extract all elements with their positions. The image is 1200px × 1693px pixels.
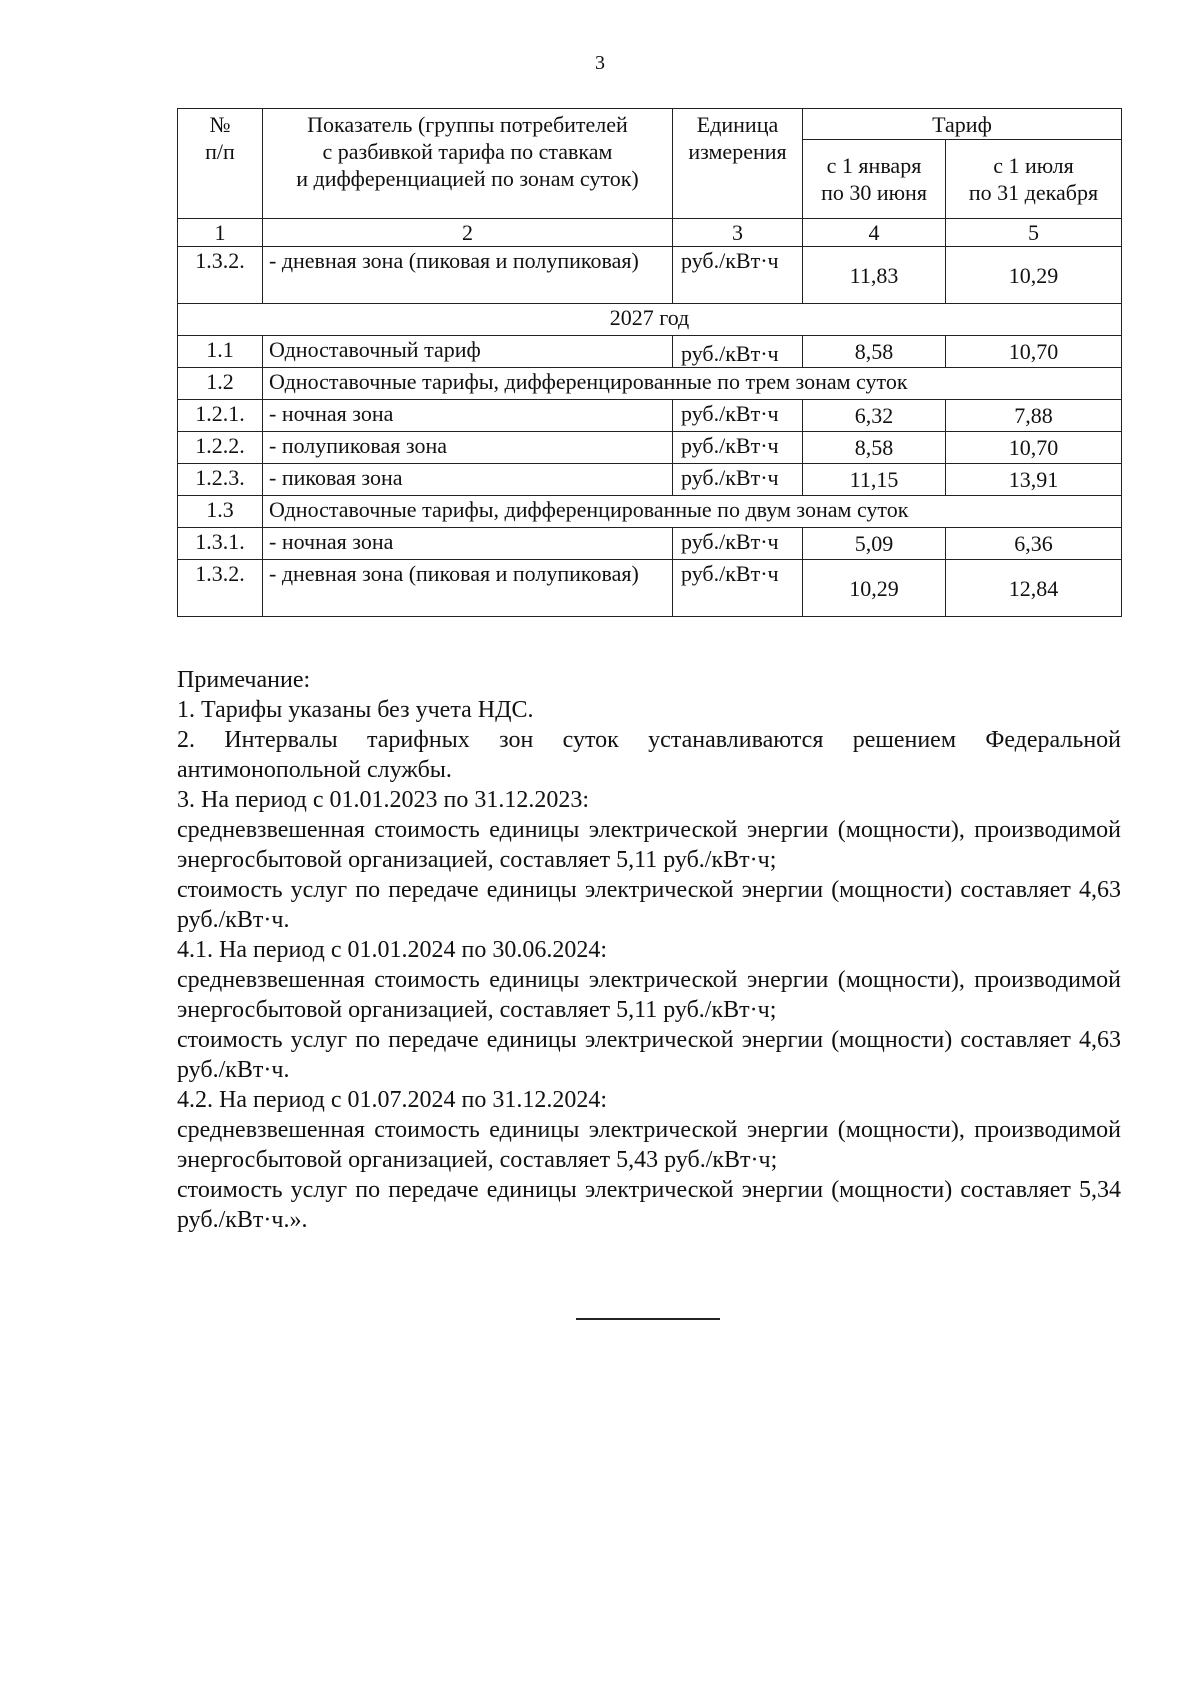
row-value-2: 13,91 xyxy=(946,464,1122,496)
row-unit: руб./кВт·ч xyxy=(673,560,803,617)
page-number: 3 xyxy=(595,52,605,74)
row-value-1: 8,58 xyxy=(803,336,946,368)
header-unit-text: Единица измерения xyxy=(688,112,787,164)
table-row xyxy=(178,400,1122,432)
note-3-average-cost: средневзвешенная стоимость единицы электрической энергии (мощности), производимой энергосбытовой организацией, составляет 5,11 руб./кВт·ч; xyxy=(177,817,1121,873)
row-num: 1.3.2. xyxy=(178,247,263,304)
header-indicator xyxy=(263,109,673,219)
section-row xyxy=(178,368,1122,400)
row-value-1: 8,58 xyxy=(803,432,946,464)
row-value-1: 11,15 xyxy=(803,464,946,496)
row-unit: руб./кВт·ч xyxy=(673,247,803,304)
row-num: 1.3.2. xyxy=(178,560,263,617)
row-name: - дневная зона (пиковая и полупиковая) xyxy=(263,247,673,304)
row-unit: руб./кВт·ч xyxy=(673,432,803,464)
note-2: 2. Интервалы тарифных зон суток устанавливаются решением Федеральной антимонопольной службы. xyxy=(177,727,1121,783)
table-row xyxy=(178,336,1122,368)
column-index: 5 xyxy=(946,219,1122,247)
column-index: 3 xyxy=(673,219,803,247)
note-4-2-transfer-cost: стоимость услуг по передаче единицы электрической энергии (мощности) составляет 5,34 руб./кВт·ч.». xyxy=(177,1177,1121,1233)
header-period-2-text: с 1 июля по 31 декабря xyxy=(968,153,1099,205)
table-row xyxy=(178,528,1122,560)
row-num: 1.2 xyxy=(178,368,263,400)
row-name: - полупиковая зона xyxy=(263,432,673,464)
note-3-title: 3. На период с 01.01.2023 по 31.12.2023: xyxy=(177,787,590,813)
year-row xyxy=(178,304,1122,336)
table-row xyxy=(178,464,1122,496)
row-value-2: 7,88 xyxy=(946,400,1122,432)
header-period-1 xyxy=(803,140,946,219)
column-index: 4 xyxy=(803,219,946,247)
row-value-2: 10,29 xyxy=(946,247,1122,304)
section-title: Одноставочные тарифы, дифференцированные по двум зонам суток xyxy=(263,496,1122,528)
row-num: 1.3.1. xyxy=(178,528,263,560)
row-value-2: 10,70 xyxy=(946,336,1122,368)
row-unit: руб./кВт·ч xyxy=(673,400,803,432)
tariff-table xyxy=(177,108,1122,617)
header-unit xyxy=(673,109,803,219)
header-tariff: Тариф xyxy=(803,109,1122,140)
notes-heading: Примечание: xyxy=(177,667,311,693)
row-num: 1.2.1. xyxy=(178,400,263,432)
year-label: 2027 год xyxy=(178,304,1122,336)
row-name: - пиковая зона xyxy=(263,464,673,496)
row-name: - ночная зона xyxy=(263,400,673,432)
row-name: - дневная зона (пиковая и полупиковая) xyxy=(263,560,673,617)
row-value-1: 5,09 xyxy=(803,528,946,560)
notes-section xyxy=(177,665,1121,1235)
note-4-1-average-cost: средневзвешенная стоимость единицы электрической энергии (мощности), производимой энергосбытовой организацией, составляет 5,11 руб./кВт·ч; xyxy=(177,967,1121,1023)
column-index: 2 xyxy=(263,219,673,247)
row-name: - ночная зона xyxy=(263,528,673,560)
row-value-2: 12,84 xyxy=(946,560,1122,617)
section-row xyxy=(178,496,1122,528)
note-4-2-average-cost: средневзвешенная стоимость единицы электрической энергии (мощности), производимой энергосбытовой организацией, составляет 5,43 руб./кВт·ч; xyxy=(177,1117,1121,1173)
note-4-2-title: 4.2. На период с 01.07.2024 по 31.12.2024: xyxy=(177,1087,608,1113)
table-row xyxy=(178,432,1122,464)
note-4-1-title: 4.1. На период с 01.01.2024 по 30.06.2024: xyxy=(177,937,608,963)
row-value-1: 11,83 xyxy=(803,247,946,304)
row-num: 1.2.3. xyxy=(178,464,263,496)
column-index-row xyxy=(178,219,1122,247)
header-period-2 xyxy=(946,140,1122,219)
row-unit: руб./кВт·ч xyxy=(673,464,803,496)
section-title: Одноставочные тарифы, дифференцированные по трем зонам суток xyxy=(263,368,1122,400)
header-indicator-text: Показатель (группы потребителей с разбивкой тарифа по ставкам и дифференциацией по зонам суток) xyxy=(296,112,639,191)
row-num: 1.3 xyxy=(178,496,263,528)
note-1: 1. Тарифы указаны без учета НДС. xyxy=(177,697,534,723)
header-period-1-text: с 1 января по 30 июня xyxy=(821,153,927,205)
header-num xyxy=(178,109,263,219)
row-unit: руб./кВт·ч xyxy=(673,336,803,368)
row-num: 1.1 xyxy=(178,336,263,368)
row-value-2: 6,36 xyxy=(946,528,1122,560)
row-unit: руб./кВт·ч xyxy=(673,528,803,560)
note-4-1-transfer-cost: стоимость услуг по передаче единицы электрической энергии (мощности) составляет 4,63 руб./кВт·ч. xyxy=(177,1027,1121,1083)
column-index: 1 xyxy=(178,219,263,247)
table-row xyxy=(178,247,1122,304)
row-value-1: 6,32 xyxy=(803,400,946,432)
note-3-transfer-cost: стоимость услуг по передаче единицы электрической энергии (мощности) составляет 4,63 руб./кВт·ч. xyxy=(177,877,1121,933)
row-value-2: 10,70 xyxy=(946,432,1122,464)
row-value-1: 10,29 xyxy=(803,560,946,617)
row-name: Одноставочный тариф xyxy=(263,336,673,368)
end-divider xyxy=(576,1318,720,1320)
row-num: 1.2.2. xyxy=(178,432,263,464)
table-row xyxy=(178,560,1122,617)
header-num-text: № п/п xyxy=(205,112,235,164)
